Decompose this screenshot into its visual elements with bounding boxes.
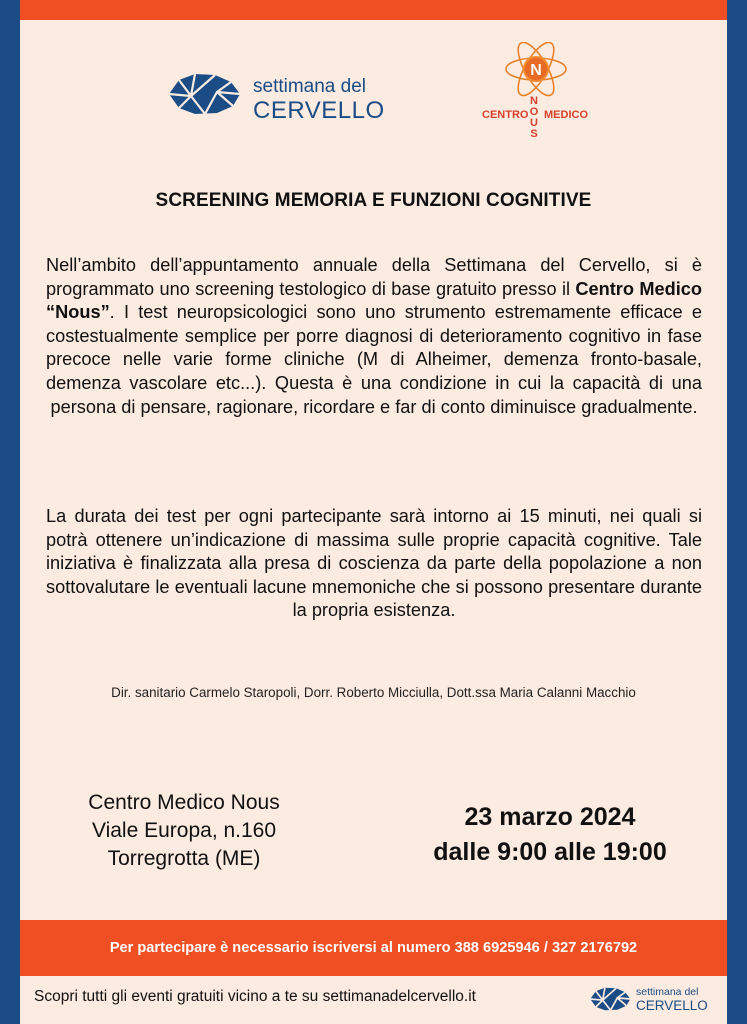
footer-logo — [588, 982, 724, 1018]
registration-text: Per partecipare è necessario iscriversi al numero 388 6925946 / 327 2176792 — [109, 940, 638, 956]
address-block — [54, 789, 314, 873]
atom-letter: N — [530, 62, 542, 79]
event-date: 23 marzo 2024 — [464, 803, 636, 831]
logo-letter: O — [529, 106, 539, 118]
settimana-del-cervello-logo — [165, 66, 385, 126]
event-when — [390, 800, 710, 870]
address-line: Viale Europa, n.160 — [91, 819, 277, 842]
footer-text: Scopri tutti gli eventi gratuiti vicino a te su settimanadelcervello.it — [34, 988, 476, 1005]
brain-icon — [165, 70, 243, 118]
atom-icon — [504, 42, 568, 100]
address-line: Torregrotta (ME) — [107, 847, 261, 870]
intro-text-end: . I test neuropsicologici sono uno strumento estremamente efficace e costestualmente semplice per porre diagnosi di deterioramento cognitivo in fase precoce nelle varie forme cliniche (M di Alheimer, demenza fronto-basale, demenza vascolare etc...). Questa è una condizione in cui la capacità di una persona di pensare, ragionare, ricordare e far di conto diminuisce gradualmente. — [46, 302, 702, 417]
address-line: Centro Medico Nous — [88, 791, 280, 814]
brain-icon — [588, 985, 632, 1013]
registration-banner — [20, 920, 727, 976]
centro-medico-nous-logo — [482, 38, 592, 150]
logo-line-cervello: CERVELLO — [253, 97, 385, 124]
logo-vertical-nous — [527, 96, 541, 140]
poster — [20, 0, 727, 1024]
top-accent-bar — [20, 0, 727, 20]
logo-letter: S — [530, 128, 538, 140]
footer-logo-line-cervello: CERVELLO — [636, 998, 708, 1013]
duration-paragraph: La durata dei test per ogni partecipante sarà intorno ai 15 minuti, nei quali si potrà ottenere un’indicazione di massima sulle proprie capacità cognitive. Tale iniziativa è finalizzata alla presa di coscienza da parte della popolazione a non sottovalutare le eventuali lacune mnemoniche che si possono presentare durante la propria esistenza. — [46, 506, 702, 621]
intro-paragraph — [46, 254, 702, 419]
logo-line-settimana: settimana del — [253, 76, 367, 97]
intro-text-start: Nell’ambito dell’appuntamento annuale della Settimana del Cervello, si è programmato uno screening testologico di base gratuito presso il — [46, 255, 702, 299]
logo-word-medico: MEDICO — [544, 109, 588, 121]
footer-logo-line-settimana: settimana del — [636, 986, 699, 998]
signatures: Dir. sanitario Carmelo Staropoli, Dorr. Roberto Micciulla, Dott.ssa Maria Calanni Macchio — [111, 685, 636, 700]
logo-letter: N — [530, 95, 538, 107]
event-time: dalle 9:00 alle 19:00 — [433, 838, 667, 866]
logo-word-centro: CENTRO — [482, 109, 529, 121]
logo-letter: U — [530, 117, 538, 129]
intro-text-bold: Centro Medico “Nous” — [46, 278, 702, 323]
page-title: SCREENING MEMORIA E FUNZIONI COGNITIVE — [155, 190, 592, 211]
